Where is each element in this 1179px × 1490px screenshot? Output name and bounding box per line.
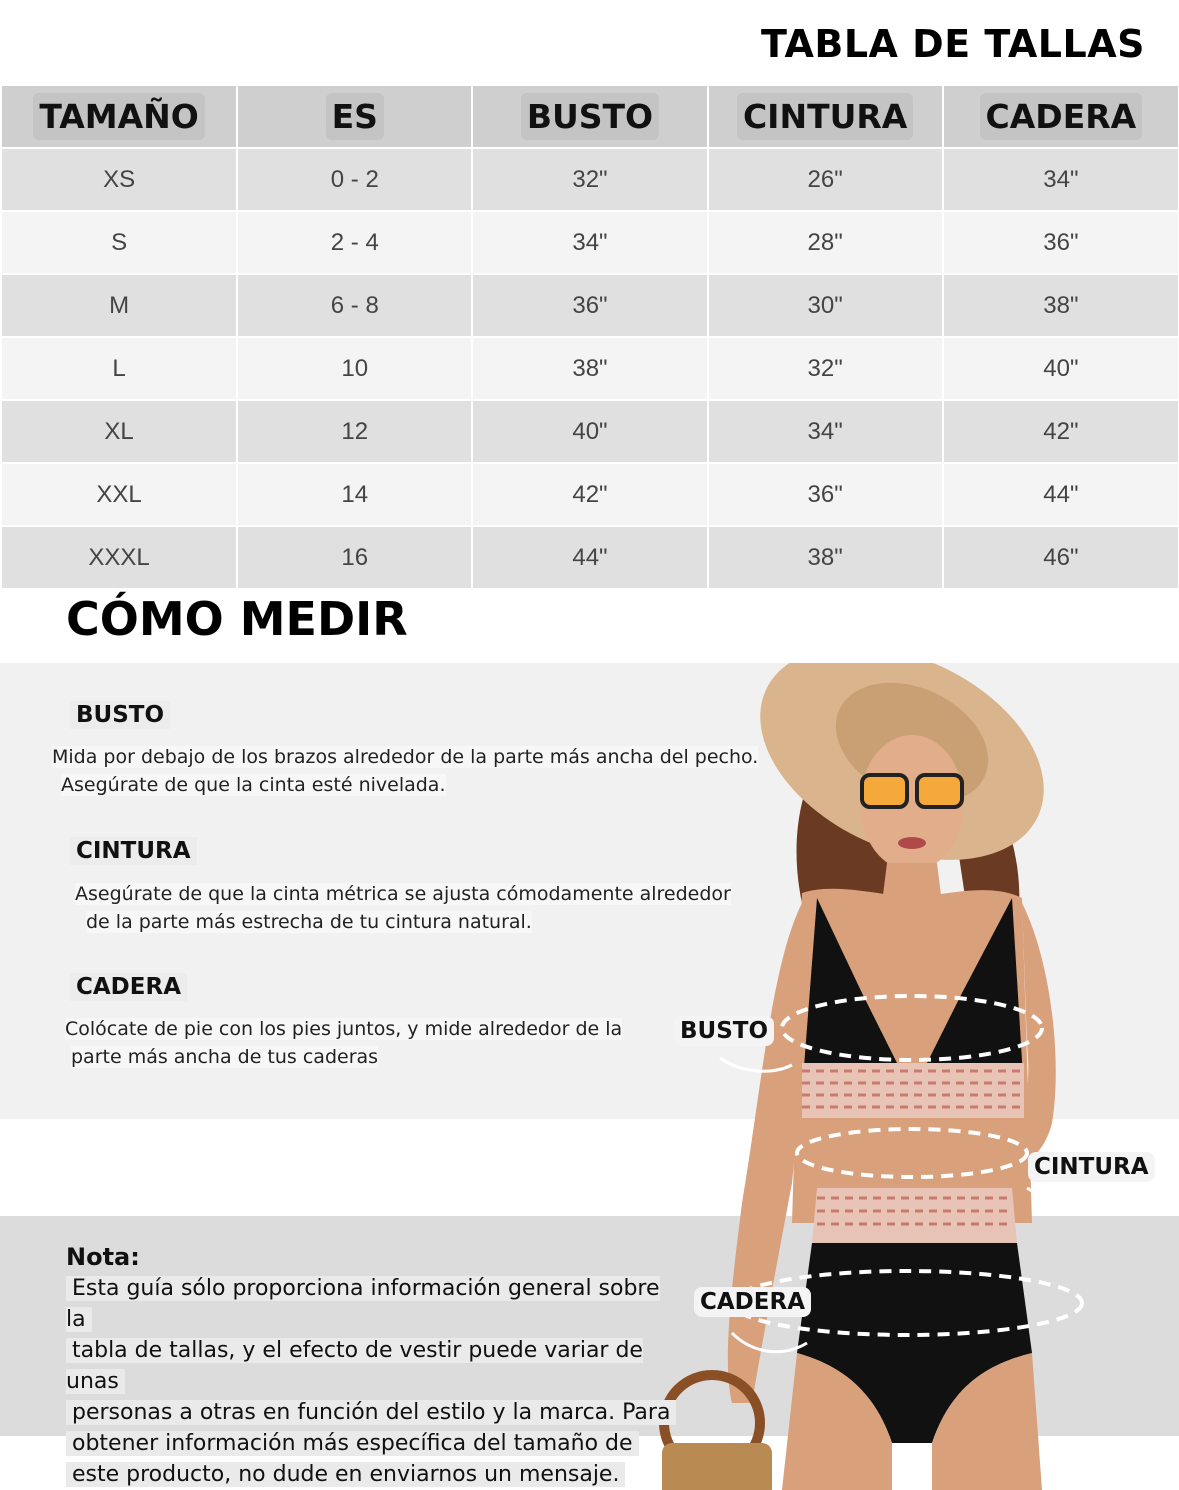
size-chart-table xyxy=(2,86,1178,588)
note-line: Esta guía sólo proporciona información general sobre la xyxy=(66,1276,660,1332)
cell-waist: 36" xyxy=(708,463,943,526)
table-row xyxy=(2,526,1178,588)
cell-size: L xyxy=(2,337,237,400)
cell-waist: 26" xyxy=(708,148,943,211)
note-line: este producto, no dude en enviarnos un mensaje. xyxy=(66,1462,625,1487)
photo-tag-hip: CADERA xyxy=(694,1287,811,1317)
note-line: tabla de tallas, y el efecto de vestir puede variar de unas xyxy=(66,1338,643,1394)
cell-es: 6 - 8 xyxy=(237,274,472,337)
cell-size: XXL xyxy=(2,463,237,526)
note-title: Nota: xyxy=(66,1243,140,1271)
cell-waist: 28" xyxy=(708,211,943,274)
table-row xyxy=(2,337,1178,400)
cell-hip: 38" xyxy=(943,274,1178,337)
waist-description-line: Asegúrate de que la cinta métrica se ajusta cómodamente alrededor xyxy=(75,883,731,905)
how-to-measure-title: CÓMO MEDIR xyxy=(66,592,408,646)
note-text xyxy=(66,1273,686,1490)
table-row xyxy=(2,148,1178,211)
table-row xyxy=(2,211,1178,274)
cell-hip: 42" xyxy=(943,400,1178,463)
cell-hip: 36" xyxy=(943,211,1178,274)
hip-description-line: Colócate de pie con los pies juntos, y mide alrededor de la xyxy=(65,1018,623,1040)
cell-hip: 44" xyxy=(943,463,1178,526)
bust-description-line: Mida por debajo de los brazos alrededor de la parte más ancha del pecho. xyxy=(52,746,759,768)
col-header-waist: CINTURA xyxy=(708,86,943,148)
cell-es: 16 xyxy=(237,526,472,588)
page-title: TABLA DE TALLAS xyxy=(760,22,1145,66)
col-header-es: ES xyxy=(237,86,472,148)
cell-size: XL xyxy=(2,400,237,463)
photo-tag-bust: BUSTO xyxy=(674,1016,774,1046)
note-line: obtener información más específica del tamaño de xyxy=(66,1431,639,1456)
table-row xyxy=(2,274,1178,337)
cell-size: XXXL xyxy=(2,526,237,588)
col-header-hip: CADERA xyxy=(943,86,1178,148)
cell-es: 2 - 4 xyxy=(237,211,472,274)
bust-description-line: Asegúrate de que la cinta esté nivelada. xyxy=(61,774,446,796)
cell-es: 14 xyxy=(237,463,472,526)
photo-tag-waist: CINTURA xyxy=(1028,1152,1155,1182)
cell-size: M xyxy=(2,274,237,337)
cell-bust: 38" xyxy=(472,337,707,400)
cell-waist: 34" xyxy=(708,400,943,463)
cell-bust: 32" xyxy=(472,148,707,211)
cell-waist: 32" xyxy=(708,337,943,400)
col-header-bust: BUSTO xyxy=(472,86,707,148)
cell-es: 12 xyxy=(237,400,472,463)
cell-bust: 44" xyxy=(472,526,707,588)
hip-description-line: parte más ancha de tus caderas xyxy=(71,1046,379,1068)
cell-bust: 34" xyxy=(472,211,707,274)
cell-hip: 34" xyxy=(943,148,1178,211)
hip-description xyxy=(65,1015,622,1071)
cell-hip: 40" xyxy=(943,337,1178,400)
cell-size: S xyxy=(2,211,237,274)
waist-label: CINTURA xyxy=(70,837,197,865)
note-line: personas a otras en función del estilo y la marca. Para xyxy=(66,1400,676,1425)
waist-description xyxy=(75,880,731,936)
hip-label: CADERA xyxy=(70,973,187,1001)
bust-label: BUSTO xyxy=(70,701,170,729)
table-header-row xyxy=(2,86,1178,148)
waist-description-line: de la parte más estrecha de tu cintura natural. xyxy=(86,911,532,933)
cell-hip: 46" xyxy=(943,526,1178,588)
cell-bust: 40" xyxy=(472,400,707,463)
cell-size: XS xyxy=(2,148,237,211)
table-row xyxy=(2,463,1178,526)
table-row xyxy=(2,400,1178,463)
bust-description xyxy=(52,743,758,799)
col-header-size: TAMAÑO xyxy=(2,86,237,148)
cell-waist: 30" xyxy=(708,274,943,337)
cell-waist: 38" xyxy=(708,526,943,588)
cell-es: 0 - 2 xyxy=(237,148,472,211)
cell-es: 10 xyxy=(237,337,472,400)
cell-bust: 36" xyxy=(472,274,707,337)
cell-bust: 42" xyxy=(472,463,707,526)
